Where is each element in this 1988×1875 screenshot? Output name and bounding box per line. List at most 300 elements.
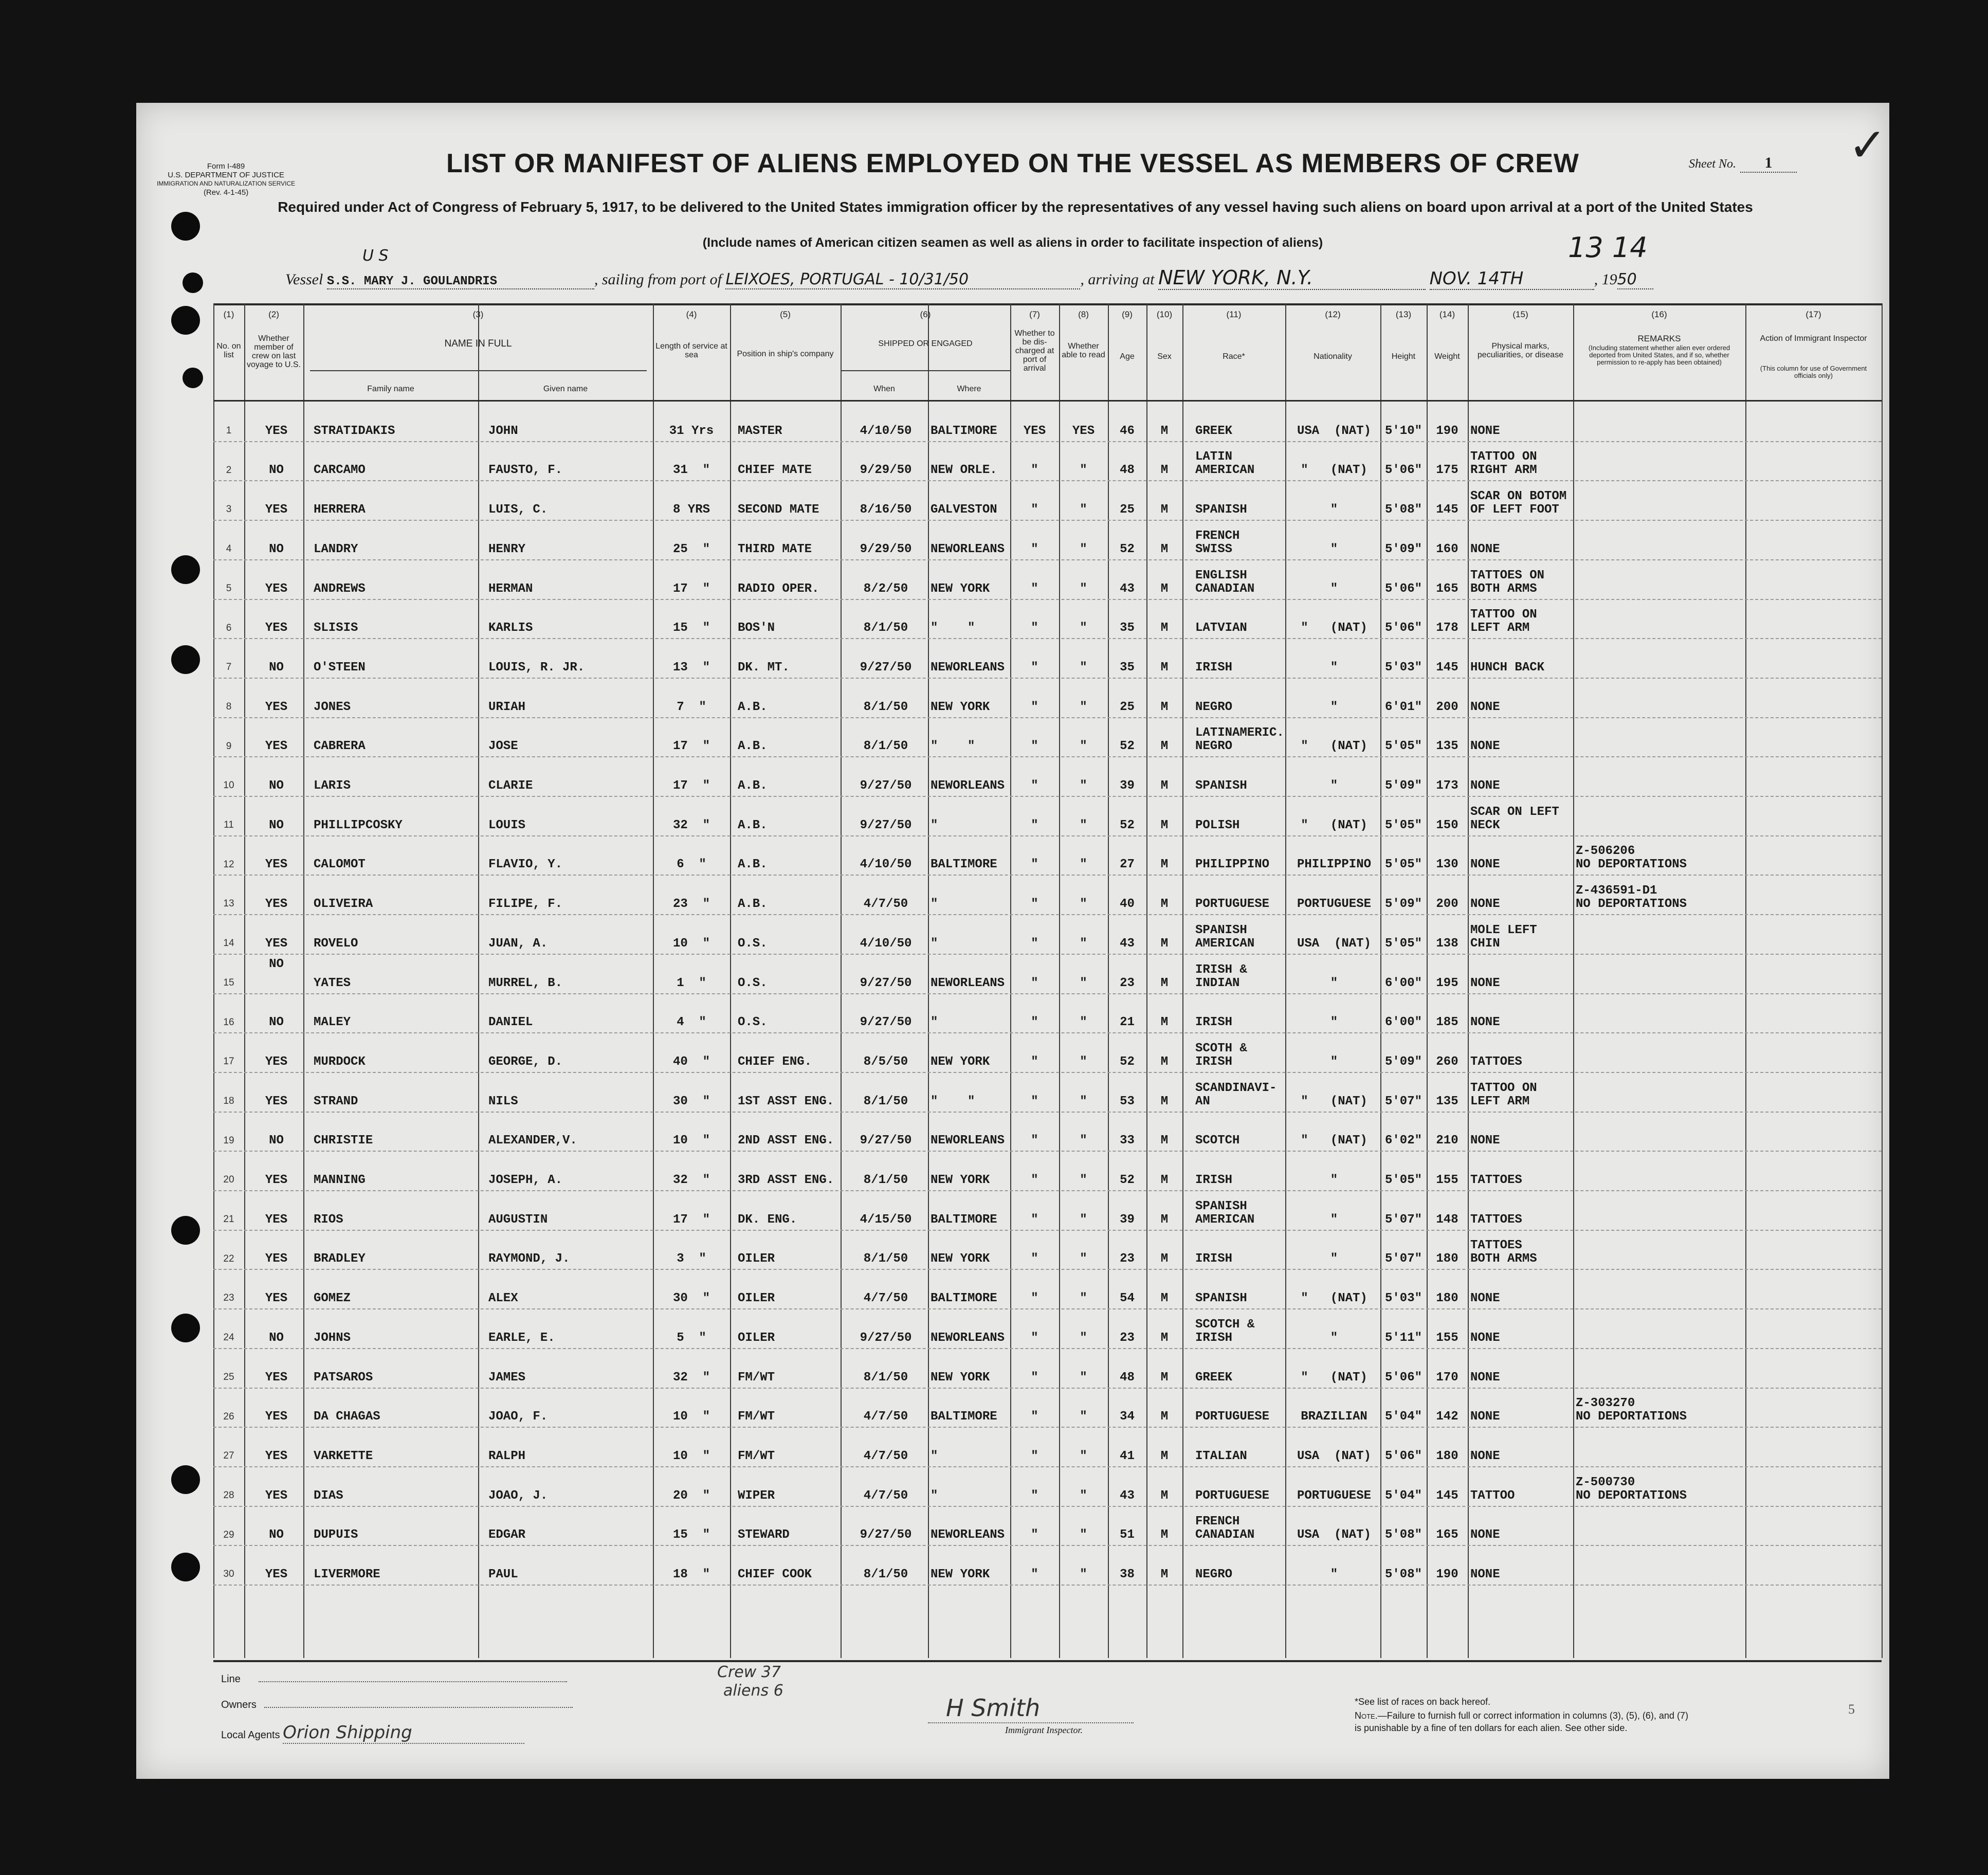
cell-height (1380, 1252, 1427, 1266)
cell-race-line: SPANISH (1195, 503, 1247, 517)
cell-service-line: 32 " (672, 1173, 710, 1187)
cell-family-line: DA CHAGAS (314, 1410, 380, 1424)
cell-when-line: 4/7/50 (863, 1449, 908, 1463)
cell-weight-line: 200 (1436, 897, 1458, 912)
cell-position-line: WIPER (738, 1488, 775, 1503)
cell-nationality (1288, 701, 1380, 714)
cell-sex (1146, 543, 1182, 556)
row-number: 7 (226, 662, 232, 673)
cell-marks-line: TATTOO ON (1470, 1081, 1537, 1095)
cell-nationality (1288, 819, 1380, 832)
cell-marks (1470, 806, 1572, 832)
cell-marks (1470, 1371, 1572, 1385)
cell-height (1380, 740, 1427, 753)
cell-prev (249, 701, 303, 714)
cell-nationality-line: " (1330, 1173, 1338, 1187)
cell-prev (249, 622, 303, 635)
cell-service (655, 661, 727, 675)
cell-height-line: 5'06" (1384, 463, 1422, 478)
cell-discharged-line: " (1031, 660, 1038, 675)
header-when: When (873, 385, 895, 393)
cell-race-line: AMERICAN (1195, 463, 1255, 478)
cell-read-line: " (1080, 1212, 1087, 1227)
cell-nationality (1288, 661, 1380, 675)
column-number: (8) (1078, 310, 1089, 319)
cell-age-line: 54 (1120, 1291, 1135, 1306)
header-where: Where (957, 385, 981, 393)
cell-age-line: 38 (1120, 1568, 1135, 1581)
cell-age-line: 21 (1120, 1015, 1135, 1030)
cell-where-line: BALTIMORE (931, 1410, 997, 1424)
cell-weight-line: 130 (1436, 858, 1458, 872)
cell-prev (249, 1055, 303, 1069)
cell-height (1380, 543, 1427, 556)
cell-where (931, 1410, 1010, 1424)
cell-where (931, 1016, 1010, 1029)
cell-prev (249, 582, 303, 596)
cell-service (655, 1174, 727, 1187)
cell-given (488, 1410, 648, 1424)
cell-discharged (1011, 1489, 1058, 1503)
cell-when (845, 1252, 927, 1266)
cell-given (488, 1252, 648, 1266)
cell-nationality (1288, 425, 1380, 438)
cell-age (1108, 858, 1146, 871)
cell-age-line: 23 (1120, 1331, 1135, 1345)
cell-given-line: LOUIS (488, 818, 526, 832)
cell-nationality-line: " (NAT) (1301, 818, 1367, 832)
cell-given (488, 1450, 648, 1463)
cell-when-line: 8/1/50 (863, 700, 908, 714)
cell-sex-line: M (1160, 1370, 1169, 1385)
cell-read (1060, 701, 1107, 714)
row-number: 21 (223, 1214, 234, 1225)
cell-height (1380, 1489, 1427, 1503)
cell-marks (1470, 1410, 1572, 1424)
cell-weight (1427, 661, 1468, 675)
row-number: 15 (223, 977, 234, 988)
cell-marks-line: NONE (1470, 858, 1500, 872)
cell-service (655, 1332, 727, 1345)
cell-family-line: VARKETTE (314, 1449, 373, 1463)
cell-weight (1427, 1489, 1468, 1503)
cell-service-line: 5 " (677, 1331, 706, 1345)
cell-read (1060, 1332, 1107, 1345)
cell-where (931, 858, 1010, 871)
cell-race (1195, 1042, 1285, 1069)
cell-sex-line: M (1160, 1252, 1169, 1266)
cell-marks-line: MOLE LEFT (1470, 923, 1537, 937)
cell-family (314, 661, 473, 675)
cell-weight-line: 145 (1436, 660, 1458, 675)
header-shipped-or-engaged: SHIPPED OR ENGAGED (878, 339, 973, 348)
cell-family (314, 701, 473, 714)
cell-age-line: 35 (1120, 660, 1135, 675)
cell-sex (1146, 1252, 1182, 1266)
cell-weight-line: 260 (1436, 1054, 1458, 1069)
cell-nationality (1288, 543, 1380, 556)
cell-sex-line: M (1160, 463, 1169, 478)
cell-service (655, 425, 727, 438)
cell-age-line: 43 (1120, 936, 1135, 951)
cell-height (1380, 898, 1427, 911)
cell-prev (249, 740, 303, 753)
cell-discharged-line: " (1031, 700, 1038, 714)
cell-when (845, 819, 927, 832)
cell-where (931, 622, 1010, 635)
cell-service-line: 8 YRS (672, 503, 710, 517)
cell-discharged-line: " (1031, 779, 1038, 793)
cell-position (738, 1134, 841, 1148)
cell-discharged-line: " (1031, 1488, 1038, 1503)
cell-read (1060, 937, 1107, 951)
cell-prev (249, 1489, 303, 1503)
cell-nationality-line: " (1330, 542, 1338, 556)
header-remarks-note: (Including statement whether alien ever ordered deported from United States, and if so, whether permission to re-apply has been obtained) (1588, 344, 1730, 366)
header-able-to-read: Whether able to read (1062, 342, 1105, 359)
cell-remarks-line: Z-436591-D1 (1576, 884, 1657, 898)
cell-read (1060, 1489, 1107, 1503)
cell-prev-line: NO (269, 660, 284, 675)
cell-weight (1427, 1292, 1468, 1305)
cell-service (655, 779, 727, 793)
races-note: *See list of races on back hereof. (1355, 1697, 1491, 1707)
cell-position-line: FM/WT (738, 1410, 775, 1424)
cell-sex-line: M (1160, 1212, 1169, 1227)
cell-position-line: MASTER (738, 424, 782, 438)
cell-race-line: PORTUGUESE (1195, 897, 1270, 912)
cell-discharged-line: " (1031, 463, 1038, 478)
cell-race (1195, 726, 1285, 753)
cell-given-line: AUGUSTIN (488, 1212, 548, 1227)
cell-service-line: 13 " (672, 660, 710, 675)
cell-age-line: 25 (1120, 700, 1135, 714)
cell-read (1060, 1568, 1107, 1581)
cell-marks-line: OF LEFT FOOT (1470, 503, 1559, 517)
cell-position-line: DK. ENG. (738, 1212, 797, 1227)
cell-age (1108, 1332, 1146, 1345)
cell-position (738, 1410, 841, 1424)
cell-race-line: SCOTCH (1195, 1134, 1240, 1148)
cell-family (314, 1371, 473, 1385)
column-number: (4) (686, 310, 697, 319)
cell-given (488, 1174, 648, 1187)
cell-weight (1427, 1213, 1468, 1227)
cell-service-line: 25 " (672, 542, 710, 556)
cell-service-line: 23 " (672, 897, 710, 912)
cell-marks (1470, 1016, 1572, 1029)
cell-family (314, 1450, 473, 1463)
cell-position-line: A.B. (738, 779, 768, 793)
cell-given (488, 503, 648, 517)
cell-marks-line: TATTOO ON (1470, 608, 1537, 622)
cell-nationality-line: " (1330, 1015, 1338, 1030)
cell-service (655, 819, 727, 832)
cell-read (1060, 1174, 1107, 1187)
cell-given (488, 543, 648, 556)
cell-weight (1427, 1450, 1468, 1463)
cell-read-line: " (1080, 700, 1087, 714)
cell-age (1108, 582, 1146, 596)
cell-sex-line: M (1160, 621, 1169, 635)
cell-family-line: YATES (314, 976, 351, 990)
cell-where-line: NEW ORLE. (931, 463, 997, 478)
cell-weight-line: 180 (1436, 1291, 1458, 1306)
cell-family-line: CALOMOT (314, 858, 366, 872)
cell-where (931, 1134, 1010, 1148)
cell-weight-line: 148 (1436, 1212, 1458, 1227)
row-number: 6 (226, 622, 232, 633)
cell-race (1195, 858, 1285, 871)
cell-where (931, 1371, 1010, 1385)
cell-when-line: 8/1/50 (863, 1370, 908, 1385)
cell-family (314, 503, 473, 517)
cell-sex (1146, 858, 1182, 871)
cell-when (845, 1174, 927, 1187)
cell-nationality (1288, 1055, 1380, 1069)
column-number: (15) (1512, 310, 1528, 319)
cell-prev (249, 937, 303, 951)
date-annotation: 13 14 (1568, 231, 1648, 264)
cell-weight (1427, 1095, 1468, 1108)
cell-prev (249, 1213, 303, 1227)
cell-prev-line: YES (265, 1488, 288, 1503)
cell-race (1195, 569, 1285, 596)
cell-race-line: NEGRO (1195, 700, 1233, 714)
cell-weight (1427, 464, 1468, 477)
cell-nationality-line: " (NAT) (1301, 1370, 1367, 1385)
cell-read (1060, 1528, 1107, 1542)
cell-sex (1146, 1095, 1182, 1108)
cell-weight (1427, 425, 1468, 438)
cell-sex (1146, 819, 1182, 832)
row-number: 5 (226, 582, 232, 594)
cell-given (488, 1568, 648, 1581)
column-number: (9) (1122, 310, 1133, 319)
cell-position-line: A.B. (738, 897, 768, 912)
cell-service (655, 1055, 727, 1069)
cell-weight (1427, 858, 1468, 871)
cell-read-line: " (1080, 581, 1087, 596)
cell-read-line: " (1080, 976, 1087, 990)
cell-discharged-line: YES (1023, 424, 1046, 438)
cell-read-line: " (1080, 1528, 1087, 1542)
cell-weight-line: 135 (1436, 739, 1458, 754)
cell-height (1380, 858, 1427, 871)
header-race: Race* (1223, 352, 1245, 361)
cell-height (1380, 1095, 1427, 1108)
cell-height-line: 6'00" (1384, 976, 1422, 990)
cell-remarks-line: Z-506206 (1576, 844, 1635, 859)
cell-service-line: 17 " (672, 581, 710, 596)
cell-discharged (1011, 819, 1058, 832)
cell-race (1195, 503, 1285, 517)
cell-where-line: NEW YORK (931, 1173, 990, 1187)
row-number: 11 (224, 820, 234, 830)
cell-given (488, 1292, 648, 1305)
cell-when-line: 9/27/50 (860, 1134, 912, 1148)
cell-read (1060, 858, 1107, 871)
cell-remarks-line: NO DEPORTATIONS (1576, 858, 1687, 872)
cell-prev (249, 503, 303, 517)
cell-height-line: 5'11" (1384, 1331, 1422, 1345)
cell-sex (1146, 1292, 1182, 1305)
cell-read (1060, 543, 1107, 556)
cell-where (931, 1528, 1010, 1542)
cell-nationality (1288, 977, 1380, 990)
cell-family-line: CABRERA (314, 739, 366, 754)
header-last-voyage: Whether member of crew on last voyage to U.S. (247, 334, 301, 369)
cell-race-line: SPANISH (1195, 923, 1247, 937)
cell-height (1380, 1292, 1427, 1305)
cell-nationality-line: " (NAT) (1301, 621, 1367, 635)
cell-remarks (1576, 1476, 1745, 1503)
cell-given-line: JOSE (488, 739, 518, 754)
cell-service (655, 977, 727, 990)
cell-discharged (1011, 425, 1058, 438)
cell-discharged (1011, 701, 1058, 714)
cell-race (1195, 1200, 1285, 1227)
cell-weight-line: 173 (1436, 779, 1458, 793)
cell-position (738, 661, 841, 675)
cell-weight (1427, 622, 1468, 635)
cell-when-line: 8/1/50 (863, 1173, 908, 1187)
cell-family (314, 1568, 473, 1581)
cell-discharged (1011, 464, 1058, 477)
cell-prev (249, 858, 303, 871)
cell-sex (1146, 503, 1182, 517)
cell-service (655, 1292, 727, 1305)
cell-family-line: JOHNS (314, 1331, 351, 1345)
cell-weight (1427, 1016, 1468, 1029)
cell-sex-line: M (1160, 1054, 1169, 1069)
cell-when (845, 1332, 927, 1345)
cell-race-line: SWISS (1195, 542, 1233, 556)
cell-read-line: " (1080, 1291, 1087, 1306)
cell-height (1380, 425, 1427, 438)
cell-position (738, 740, 841, 753)
cell-position-line: CHIEF COOK (738, 1568, 812, 1581)
cell-age-line: 43 (1120, 581, 1135, 596)
cell-marks-line: LEFT ARM (1470, 621, 1530, 635)
cell-nationality-line: BRAZILIAN (1301, 1410, 1367, 1424)
header-family-name: Family name (367, 385, 414, 393)
cell-read-line: " (1080, 660, 1087, 675)
cell-where-line: NEWORLEANS (931, 1528, 1005, 1542)
cell-when (845, 1016, 927, 1029)
cell-height-line: 5'06" (1384, 621, 1422, 635)
cell-service (655, 1134, 727, 1148)
cell-prev (249, 1371, 303, 1385)
cell-marks (1470, 1055, 1572, 1069)
cell-position-line: DK. MT. (738, 660, 790, 675)
cell-marks-line: TATTOES ON (1470, 568, 1545, 582)
header-no-on-list: No. on list (216, 342, 241, 359)
page-title: LIST OR MANIFEST OF ALIENS EMPLOYED ON THE VESSEL AS MEMBERS OF CREW (446, 149, 1579, 178)
cell-where (931, 1174, 1010, 1187)
cell-race (1195, 1174, 1285, 1187)
cell-prev (249, 779, 303, 793)
cell-marks-line: SCAR ON LEFT (1470, 805, 1559, 819)
cell-race-line: FRENCH (1195, 529, 1240, 543)
cell-marks (1470, 898, 1572, 911)
cell-read-line: YES (1072, 424, 1095, 438)
cell-age-line: 39 (1120, 1212, 1135, 1227)
cell-height (1380, 1134, 1427, 1148)
cell-sex-line: M (1160, 818, 1169, 832)
row-number: 26 (223, 1411, 234, 1422)
cell-weight-line: 150 (1436, 818, 1458, 832)
cell-nationality (1288, 1410, 1380, 1424)
cell-marks (1470, 1174, 1572, 1187)
cell-race (1195, 1515, 1285, 1542)
cell-given-line: GEORGE, D. (488, 1054, 563, 1069)
cell-read (1060, 1292, 1107, 1305)
cell-discharged (1011, 977, 1058, 990)
cell-when-line: 4/10/50 (860, 936, 912, 951)
cell-height (1380, 701, 1427, 714)
cell-prev (249, 958, 303, 971)
cell-given-line: FAUSTO, F. (488, 463, 563, 478)
page-mark: 5 (1848, 1702, 1855, 1717)
cell-discharged-line: " (1031, 621, 1038, 635)
cell-race (1195, 1450, 1285, 1463)
cell-sex-line: M (1160, 1449, 1169, 1463)
cell-marks-line: LEFT ARM (1470, 1094, 1530, 1108)
cell-height-line: 5'06" (1384, 1370, 1422, 1385)
cell-marks (1470, 1568, 1572, 1581)
agents-value: Orion Shipping (283, 1722, 524, 1744)
cell-sex-line: M (1160, 1291, 1169, 1306)
cell-weight-line: 165 (1436, 581, 1458, 596)
sheet-number-label: Sheet No. (1689, 157, 1736, 171)
cell-race-line: CANADIAN (1195, 581, 1255, 596)
cell-discharged (1011, 1174, 1058, 1187)
row-number: 16 (223, 1016, 234, 1028)
cell-when (845, 425, 927, 438)
cell-marks (1470, 490, 1572, 517)
cell-age-line: 23 (1120, 976, 1135, 990)
cell-weight (1427, 740, 1468, 753)
cell-sex (1146, 937, 1182, 951)
cell-race-line: AN (1195, 1094, 1210, 1108)
cell-height-line: 6'02" (1384, 1134, 1422, 1148)
cell-sex-line: M (1160, 936, 1169, 951)
cell-nationality (1288, 1450, 1380, 1463)
cell-age-line: 43 (1120, 1488, 1135, 1503)
cell-marks-line: RIGHT ARM (1470, 463, 1537, 478)
cell-nationality-line: " (NAT) (1301, 463, 1367, 478)
cell-age (1108, 464, 1146, 477)
cell-position (738, 1016, 841, 1029)
cell-marks (1470, 1134, 1572, 1148)
cell-sex-line: M (1160, 858, 1169, 872)
cell-discharged-line: " (1031, 1291, 1038, 1306)
cell-sex (1146, 1371, 1182, 1385)
line-label: Line (221, 1673, 241, 1685)
cell-read (1060, 661, 1107, 675)
cell-service-line: 6 " (677, 858, 706, 872)
cell-age (1108, 543, 1146, 556)
cell-race-line: ENGLISH (1195, 568, 1247, 582)
cell-age (1108, 1213, 1146, 1227)
cell-prev (249, 898, 303, 911)
cell-prev-line: YES (265, 700, 288, 714)
cell-nationality (1288, 1095, 1380, 1108)
cell-sex-line: M (1160, 1528, 1169, 1542)
check-mark-icon: ✓ (1848, 118, 1887, 172)
cell-when (845, 661, 927, 675)
